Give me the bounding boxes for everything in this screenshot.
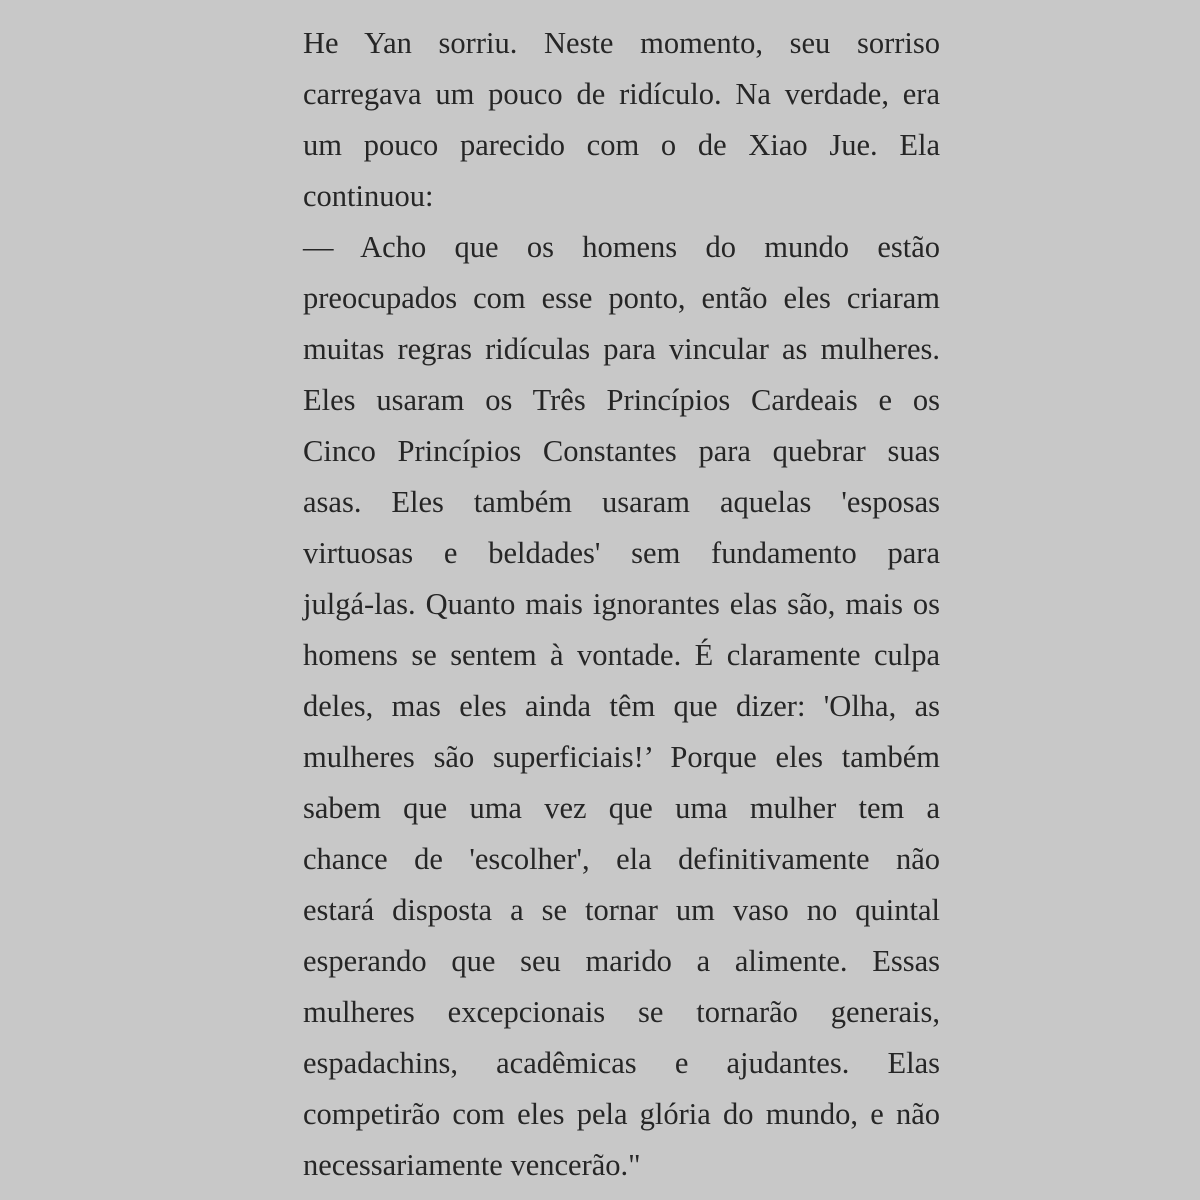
text-line: continuou: — [303, 179, 434, 213]
text-line: Eles usaram os Três Princípios Cardeais e os — [303, 383, 940, 417]
text-line: — Acho que os homens do mundo estão — [303, 230, 940, 264]
text-line: mulheres excepcionais se tornarão generais, — [303, 995, 940, 1029]
text-line: esperando que seu marido a alimente. Essas — [303, 944, 940, 978]
text-line: chance de 'escolher', ela definitivamente não — [303, 842, 940, 876]
document-page — [303, 18, 940, 1191]
text-line: deles, mas eles ainda têm que dizer: 'Olha, as — [303, 689, 940, 723]
text-line: competirão com eles pela glória do mundo, e não — [303, 1097, 940, 1131]
text-line: mulheres são superficiais!’ Porque eles também — [303, 740, 940, 774]
text-line: muitas regras ridículas para vincular as mulheres. — [303, 332, 940, 366]
text-line: He Yan sorriu. Neste momento, seu sorriso — [303, 26, 940, 60]
text-line: virtuosas e beldades' sem fundamento para — [303, 536, 940, 570]
text-line: espadachins, acadêmicas e ajudantes. Elas — [303, 1046, 940, 1080]
text-line: preocupados com esse ponto, então eles criaram — [303, 281, 940, 315]
text-line: estará disposta a se tornar um vaso no quintal — [303, 893, 940, 927]
text-line: homens se sentem à vontade. É claramente culpa — [303, 638, 940, 672]
text-line: carregava um pouco de ridículo. Na verdade, era — [303, 77, 940, 111]
text-line: Cinco Princípios Constantes para quebrar suas — [303, 434, 940, 468]
text-line: um pouco parecido com o de Xiao Jue. Ela — [303, 128, 940, 162]
text-line: asas. Eles também usaram aquelas 'esposas — [303, 485, 940, 519]
text-line: necessariamente vencerão." — [303, 1148, 641, 1182]
text-line: sabem que uma vez que uma mulher tem a — [303, 791, 940, 825]
text-line: julgá-las. Quanto mais ignorantes elas são, mais os — [303, 587, 940, 621]
